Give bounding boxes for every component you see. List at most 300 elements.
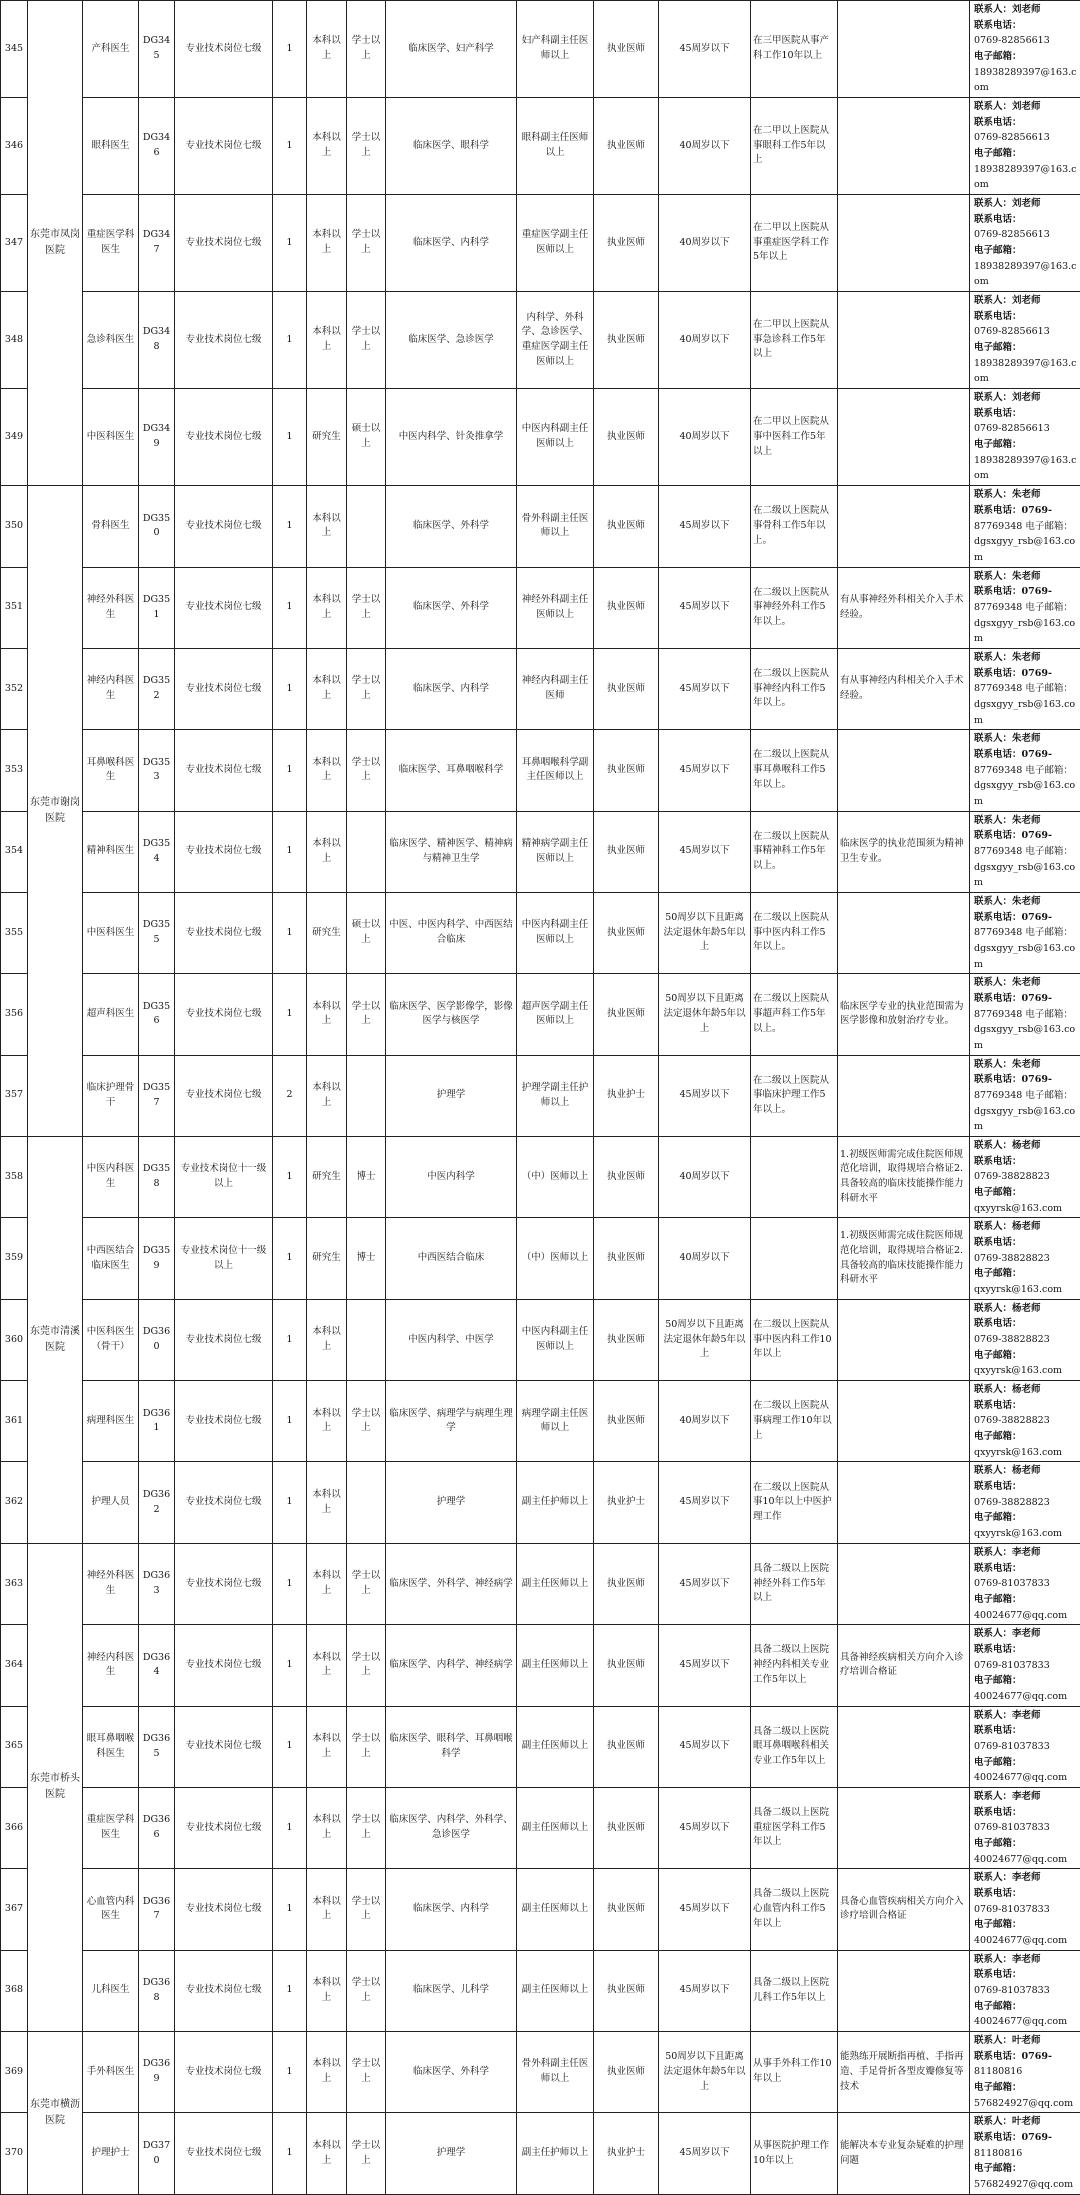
contact-line: 联系人：朱老师: [974, 731, 1078, 747]
major: 临床医学、急诊医学: [386, 292, 517, 389]
table-row: [1, 195, 1080, 292]
degree: 学士以上: [347, 2031, 386, 2112]
post-level: 专业技术岗位七级: [175, 1299, 273, 1380]
contact-line: 40024677@qq.com: [974, 1770, 1078, 1786]
contact-line: 联系人：朱老师: [974, 813, 1078, 829]
experience-requirement: 在二级以上医院从事精神科工作5年以上。: [751, 811, 838, 892]
row-number: 361: [1, 1381, 28, 1462]
post-level: 专业技术岗位七级: [175, 2113, 273, 2194]
row-number: 367: [1, 1869, 28, 1950]
contact-line: 联系人：叶老师: [974, 2114, 1078, 2130]
age-requirement: 45周岁以下: [659, 1706, 751, 1787]
education: 本科以上: [307, 2031, 347, 2112]
other-requirement: [838, 389, 970, 486]
contact-line: dgsxgyy_rsb@163.com: [974, 616, 1078, 647]
post-level: 专业技术岗位七级: [175, 892, 273, 973]
headcount: 1: [273, 1950, 307, 2031]
post-level: 专业技术岗位七级: [175, 567, 273, 648]
age-requirement: 40周岁以下: [659, 292, 751, 389]
education: 本科以上: [307, 1625, 347, 1706]
post-name: 儿科医生: [83, 1950, 139, 2031]
row-number: 351: [1, 567, 28, 648]
post-level: 专业技术岗位七级: [175, 648, 273, 729]
hospital-name: 东莞市桥头医院: [28, 1543, 83, 2031]
post-name: 神经内科医生: [83, 1625, 139, 1706]
major: 中医内科学、针灸推拿学: [386, 389, 517, 486]
post-name: 护理人员: [83, 1462, 139, 1543]
experience-requirement: 在二级以上医院从事神经外科工作5年以上。: [751, 567, 838, 648]
contact-info: [970, 486, 1080, 567]
table-row: [1, 1950, 1080, 2031]
qualification: 执业医师: [594, 1, 659, 98]
table-row: [1, 1462, 1080, 1543]
major: 护理学: [386, 1055, 517, 1136]
row-number: 370: [1, 2113, 28, 2194]
degree: 学士以上: [347, 1950, 386, 2031]
post-level: 专业技术岗位七级: [175, 1625, 273, 1706]
major: 临床医学、精神医学、精神病与精神卫生学: [386, 811, 517, 892]
post-code: DG368: [139, 1950, 175, 2031]
contact-line: dgsxgyy_rsb@163.com: [974, 1104, 1078, 1135]
age-requirement: 45周岁以下: [659, 1869, 751, 1950]
education: 研究生: [307, 389, 347, 486]
age-requirement: 40周岁以下: [659, 1381, 751, 1462]
table-body: [1, 1, 1080, 2195]
education: 本科以上: [307, 486, 347, 567]
contact-line: 87769348 电子邮箱：: [974, 925, 1078, 941]
professional-title: 副主任医师以上: [517, 1543, 594, 1624]
contact-line: 电子邮箱：: [974, 1510, 1078, 1526]
experience-requirement: 在二级以上医院从事中医内科工作5年以上。: [751, 892, 838, 973]
experience-requirement: 从事医院护理工作10年以上: [751, 2113, 838, 2194]
contact-info: [970, 1950, 1080, 2031]
contact-line: 40024677@qq.com: [974, 1852, 1078, 1868]
contact-info: [970, 1055, 1080, 1136]
experience-requirement: 具备二级以上医院心血管内科工作5年以上: [751, 1869, 838, 1950]
major: 临床医学、内科学、神经病学: [386, 1625, 517, 1706]
contact-line: 87769348 电子邮箱：: [974, 519, 1078, 535]
experience-requirement: 在二级以上医院从事耳鼻喉科工作5年以上。: [751, 730, 838, 811]
qualification: 执业医师: [594, 1706, 659, 1787]
post-code: DG367: [139, 1869, 175, 1950]
contact-line: qxyyrsk@163.com: [974, 1201, 1078, 1217]
row-number: 355: [1, 892, 28, 973]
table-row: [1, 1218, 1080, 1299]
contact-line: 0769-38828823: [974, 1413, 1078, 1429]
other-requirement: 1.初级医师需完成住院医师规范化培训，取得规培合格证2.具备较高的临床技能操作能力科研水平: [838, 1218, 970, 1299]
headcount: 1: [273, 1137, 307, 1218]
contact-line: 电子邮箱：: [974, 1185, 1078, 1201]
contact-line: dgsxgyy_rsb@163.com: [974, 778, 1078, 809]
contact-line: 联系人：朱老师: [974, 569, 1078, 585]
post-code: DG360: [139, 1299, 175, 1380]
education: 本科以上: [307, 98, 347, 195]
contact-line: qxyyrsk@163.com: [974, 1363, 1078, 1379]
post-name: 手外科医生: [83, 2031, 139, 2112]
professional-title: 副主任护师以上: [517, 2113, 594, 2194]
degree: [347, 811, 386, 892]
headcount: 1: [273, 1787, 307, 1868]
contact-info: [970, 1625, 1080, 1706]
contact-line: dgsxgyy_rsb@163.com: [974, 697, 1078, 728]
professional-title: （中）医师以上: [517, 1218, 594, 1299]
contact-line: 联系电话：0769-: [974, 584, 1078, 600]
experience-requirement: 在二级以上医院从事病理工作10年以上: [751, 1381, 838, 1462]
education: 本科以上: [307, 974, 347, 1055]
contact-line: 联系电话：: [974, 1235, 1078, 1251]
professional-title: 中医内科副主任医师以上: [517, 1299, 594, 1380]
contact-info: [970, 1, 1080, 98]
age-requirement: 45周岁以下: [659, 1055, 751, 1136]
post-level: 专业技术岗位七级: [175, 2031, 273, 2112]
qualification: 执业医师: [594, 1299, 659, 1380]
other-requirement: [838, 1787, 970, 1868]
major: 临床医学、妇产科学: [386, 1, 517, 98]
degree: 博士: [347, 1137, 386, 1218]
contact-info: [970, 292, 1080, 389]
qualification: 执业医师: [594, 1137, 659, 1218]
professional-title: 病理学副主任医师以上: [517, 1381, 594, 1462]
headcount: 1: [273, 730, 307, 811]
post-name: 中医科医生: [83, 892, 139, 973]
table-row: [1, 892, 1080, 973]
contact-line: 联系电话：: [974, 18, 1078, 34]
contact-info: [970, 1137, 1080, 1218]
other-requirement: [838, 1543, 970, 1624]
contact-line: 联系人：朱老师: [974, 1057, 1078, 1073]
table-row: [1, 1787, 1080, 1868]
contact-line: 87769348 电子邮箱：: [974, 844, 1078, 860]
other-requirement: [838, 730, 970, 811]
contact-line: 40024677@qq.com: [974, 1608, 1078, 1624]
post-name: 骨科医生: [83, 486, 139, 567]
post-level: 专业技术岗位七级: [175, 1869, 273, 1950]
other-requirement: [838, 1, 970, 98]
major: 护理学: [386, 1462, 517, 1543]
contact-line: 联系电话：0769-: [974, 2130, 1078, 2146]
row-number: 369: [1, 2031, 28, 2112]
table-row: [1, 730, 1080, 811]
major: 临床医学、医学影像学，影像医学与核医学: [386, 974, 517, 1055]
other-requirement: [838, 486, 970, 567]
education: 本科以上: [307, 648, 347, 729]
education: 本科以上: [307, 2113, 347, 2194]
post-name: 精神科医生: [83, 811, 139, 892]
contact-line: 联系电话：0769-: [974, 666, 1078, 682]
other-requirement: [838, 1381, 970, 1462]
professional-title: 妇产科副主任医师以上: [517, 1, 594, 98]
contact-line: 87769348 电子邮箱：: [974, 763, 1078, 779]
other-requirement: [838, 195, 970, 292]
contact-line: 0769-81037833: [974, 1576, 1078, 1592]
table-row: [1, 2031, 1080, 2112]
contact-line: 0769-38828823: [974, 1169, 1078, 1185]
age-requirement: 45周岁以下: [659, 1462, 751, 1543]
post-code: DG365: [139, 1706, 175, 1787]
contact-line: 电子邮箱：: [974, 243, 1078, 259]
contact-line: dgsxgyy_rsb@163.com: [974, 860, 1078, 891]
post-code: DG357: [139, 1055, 175, 1136]
post-level: 专业技术岗位七级: [175, 292, 273, 389]
post-name: 中医科医生: [83, 389, 139, 486]
experience-requirement: 在二甲以上医院从事重症医学科工作5年以上: [751, 195, 838, 292]
major: 临床医学、内科学: [386, 1869, 517, 1950]
table-row: [1, 1055, 1080, 1136]
major: 临床医学、内科学: [386, 195, 517, 292]
degree: 学士以上: [347, 1787, 386, 1868]
row-number: 354: [1, 811, 28, 892]
post-level: 专业技术岗位七级: [175, 195, 273, 292]
experience-requirement: 在二级以上医院从事10年以上中医护理工作: [751, 1462, 838, 1543]
row-number: 360: [1, 1299, 28, 1380]
contact-line: 电子邮箱：: [974, 2080, 1078, 2096]
post-code: DG350: [139, 486, 175, 567]
degree: 学士以上: [347, 730, 386, 811]
degree: 学士以上: [347, 195, 386, 292]
professional-title: 中医内科副主任医师以上: [517, 389, 594, 486]
contact-line: 0769-82856613: [974, 33, 1078, 49]
post-code: DG361: [139, 1381, 175, 1462]
contact-line: 电子邮箱：: [974, 1673, 1078, 1689]
post-code: DG364: [139, 1625, 175, 1706]
contact-line: 18938289397@163.com: [974, 453, 1078, 484]
row-number: 349: [1, 389, 28, 486]
education: 本科以上: [307, 1869, 347, 1950]
education: 本科以上: [307, 1543, 347, 1624]
post-code: DG355: [139, 892, 175, 973]
contact-line: 电子邮箱：: [974, 2161, 1078, 2177]
post-code: DG346: [139, 98, 175, 195]
row-number: 353: [1, 730, 28, 811]
contact-line: 87769348 电子邮箱：: [974, 1088, 1078, 1104]
row-number: 365: [1, 1706, 28, 1787]
contact-info: [970, 892, 1080, 973]
contact-info: [970, 648, 1080, 729]
post-code: DG348: [139, 292, 175, 389]
contact-line: 联系电话：0769-: [974, 2049, 1078, 2065]
contact-line: 联系电话：0769-: [974, 1072, 1078, 1088]
post-name: 急诊科医生: [83, 292, 139, 389]
age-requirement: 45周岁以下: [659, 2113, 751, 2194]
qualification: 执业医师: [594, 195, 659, 292]
education: 研究生: [307, 1218, 347, 1299]
other-requirement: 有从事神经外科相关介入手术经验。: [838, 567, 970, 648]
other-requirement: 能熟练开展断指再植、手指再造、手足骨折各型皮瓣修复等技术: [838, 2031, 970, 2112]
table-row: [1, 292, 1080, 389]
contact-line: 0769-38828823: [974, 1251, 1078, 1267]
post-code: DG356: [139, 974, 175, 1055]
row-number: 364: [1, 1625, 28, 1706]
post-code: DG347: [139, 195, 175, 292]
contact-info: [970, 1381, 1080, 1462]
contact-line: 联系人：杨老师: [974, 1301, 1078, 1317]
headcount: 1: [273, 974, 307, 1055]
post-name: 神经内科医生: [83, 648, 139, 729]
hospital-name: 东莞市横沥医院: [28, 2031, 83, 2194]
major: 临床医学、外科学、神经病学: [386, 1543, 517, 1624]
experience-requirement: [751, 1137, 838, 1218]
row-number: 352: [1, 648, 28, 729]
contact-line: 联系人：刘老师: [974, 390, 1078, 406]
experience-requirement: 在二甲以上医院从事眼科工作5年以上: [751, 98, 838, 195]
professional-title: 内科学、外科学、急诊医学、重症医学副主任医师以上: [517, 292, 594, 389]
contact-info: [970, 1218, 1080, 1299]
experience-requirement: [751, 1218, 838, 1299]
table-row: [1, 1381, 1080, 1462]
professional-title: 神经外科副主任医师以上: [517, 567, 594, 648]
contact-line: 0769-81037833: [974, 1658, 1078, 1674]
professional-title: （中）医师以上: [517, 1137, 594, 1218]
qualification: 执业医师: [594, 567, 659, 648]
contact-line: 联系电话：: [974, 1723, 1078, 1739]
contact-line: 联系电话：0769-: [974, 503, 1078, 519]
major: 中西医结合临床: [386, 1218, 517, 1299]
contact-line: 电子邮箱：: [974, 437, 1078, 453]
table-row: [1, 1706, 1080, 1787]
age-requirement: 45周岁以下: [659, 1625, 751, 1706]
post-name: 产科医生: [83, 1, 139, 98]
degree: 学士以上: [347, 1869, 386, 1950]
other-requirement: [838, 292, 970, 389]
contact-line: 0769-82856613: [974, 421, 1078, 437]
experience-requirement: 在二级以上医院从事神经内科工作5年以上。: [751, 648, 838, 729]
post-name: 超声科医生: [83, 974, 139, 1055]
contact-info: [970, 1706, 1080, 1787]
row-number: 363: [1, 1543, 28, 1624]
contact-info: [970, 567, 1080, 648]
post-name: 眼耳鼻咽喉科医生: [83, 1706, 139, 1787]
contact-info: [970, 98, 1080, 195]
table-row: [1, 2113, 1080, 2194]
experience-requirement: 具备二级以上医院重症医学科工作5年以上: [751, 1787, 838, 1868]
post-code: DG349: [139, 389, 175, 486]
major: 中医内科学、中医学: [386, 1299, 517, 1380]
qualification: 执业医师: [594, 1625, 659, 1706]
hospital-name: 东莞市谢岗医院: [28, 486, 83, 1137]
other-requirement: [838, 1299, 970, 1380]
contact-info: [970, 1543, 1080, 1624]
experience-requirement: 具备二级以上医院眼耳鼻咽喉科相关专业工作5年以上: [751, 1706, 838, 1787]
contact-info: [970, 730, 1080, 811]
degree: 学士以上: [347, 2113, 386, 2194]
education: 本科以上: [307, 1299, 347, 1380]
contact-line: 联系电话：: [974, 1805, 1078, 1821]
qualification: 执业医师: [594, 1543, 659, 1624]
age-requirement: 45周岁以下: [659, 1787, 751, 1868]
other-requirement: 临床医学专业的执业范围需为医学影像和放射治疗专业。: [838, 974, 970, 1055]
headcount: 1: [273, 195, 307, 292]
table-row: [1, 486, 1080, 567]
education: 本科以上: [307, 811, 347, 892]
headcount: 1: [273, 1, 307, 98]
post-level: 专业技术岗位七级: [175, 389, 273, 486]
age-requirement: 45周岁以下: [659, 567, 751, 648]
contact-info: [970, 1869, 1080, 1950]
row-number: 347: [1, 195, 28, 292]
qualification: 执业医师: [594, 292, 659, 389]
contact-info: [970, 974, 1080, 1055]
contact-line: 联系电话：: [974, 1967, 1078, 1983]
degree: 博士: [347, 1218, 386, 1299]
experience-requirement: 在二级以上医院从事临床护理工作5年以上。: [751, 1055, 838, 1136]
age-requirement: 45周岁以下: [659, 730, 751, 811]
post-level: 专业技术岗位七级: [175, 1381, 273, 1462]
contact-line: 电子邮箱：: [974, 1266, 1078, 1282]
major: 中医、中医内科学、中西医结合临床: [386, 892, 517, 973]
post-level: 专业技术岗位七级: [175, 1787, 273, 1868]
professional-title: 护理学副主任护师以上: [517, 1055, 594, 1136]
contact-line: 电子邮箱：: [974, 1836, 1078, 1852]
table-row: [1, 1543, 1080, 1624]
age-requirement: 45周岁以下: [659, 1, 751, 98]
age-requirement: 40周岁以下: [659, 195, 751, 292]
professional-title: 副主任医师以上: [517, 1706, 594, 1787]
row-number: 368: [1, 1950, 28, 2031]
major: 临床医学、儿科学: [386, 1950, 517, 2031]
contact-line: 联系人：李老师: [974, 1545, 1078, 1561]
other-requirement: 具备心血管疾病相关方向介入诊疗培训合格证: [838, 1869, 970, 1950]
headcount: 1: [273, 1218, 307, 1299]
contact-line: 联系人：李老师: [974, 1708, 1078, 1724]
post-level: 专业技术岗位十一级以上: [175, 1137, 273, 1218]
contact-line: 联系电话：: [974, 1316, 1078, 1332]
contact-line: 87769348 电子邮箱：: [974, 600, 1078, 616]
contact-line: 联系电话：0769-: [974, 828, 1078, 844]
contact-line: 联系人：朱老师: [974, 650, 1078, 666]
other-requirement: [838, 1055, 970, 1136]
contact-line: 联系人：李老师: [974, 1789, 1078, 1805]
professional-title: 骨外科副主任医师以上: [517, 486, 594, 567]
contact-line: 联系人：杨老师: [974, 1219, 1078, 1235]
post-level: 专业技术岗位七级: [175, 98, 273, 195]
post-name: 重症医学科医生: [83, 195, 139, 292]
age-requirement: 50周岁以下且距离法定退休年龄5年以上: [659, 892, 751, 973]
table-row: [1, 974, 1080, 1055]
contact-line: 0769-38828823: [974, 1495, 1078, 1511]
other-requirement: [838, 1706, 970, 1787]
experience-requirement: 从事手外科工作10年以上: [751, 2031, 838, 2112]
headcount: 1: [273, 2113, 307, 2194]
contact-info: [970, 2113, 1080, 2194]
degree: 学士以上: [347, 1625, 386, 1706]
experience-requirement: 在二甲以上医院从事急诊科工作5年以上: [751, 292, 838, 389]
qualification: 执业医师: [594, 1787, 659, 1868]
qualification: 执业医师: [594, 98, 659, 195]
table-row: [1, 567, 1080, 648]
contact-line: 电子邮箱：: [974, 1348, 1078, 1364]
post-code: DG363: [139, 1543, 175, 1624]
age-requirement: 45周岁以下: [659, 1543, 751, 1624]
experience-requirement: 在二甲以上医院从事中医科工作5年以上: [751, 389, 838, 486]
row-number: 366: [1, 1787, 28, 1868]
table-row: [1, 1299, 1080, 1380]
post-code: DG359: [139, 1218, 175, 1299]
row-number: 358: [1, 1137, 28, 1218]
headcount: 1: [273, 1299, 307, 1380]
education: 本科以上: [307, 1706, 347, 1787]
contact-line: 576824927@qq.com: [974, 2177, 1078, 2193]
age-requirement: 50周岁以下且距离法定退休年龄5年以上: [659, 974, 751, 1055]
contact-line: 81180816: [974, 2146, 1078, 2162]
education: 本科以上: [307, 195, 347, 292]
contact-line: 联系人：朱老师: [974, 975, 1078, 991]
post-name: 重症医学科医生: [83, 1787, 139, 1868]
row-number: 348: [1, 292, 28, 389]
contact-line: 0769-82856613: [974, 324, 1078, 340]
contact-line: 电子邮箱：: [974, 1755, 1078, 1771]
major: 临床医学、眼科学: [386, 98, 517, 195]
table-row: [1, 1, 1080, 98]
